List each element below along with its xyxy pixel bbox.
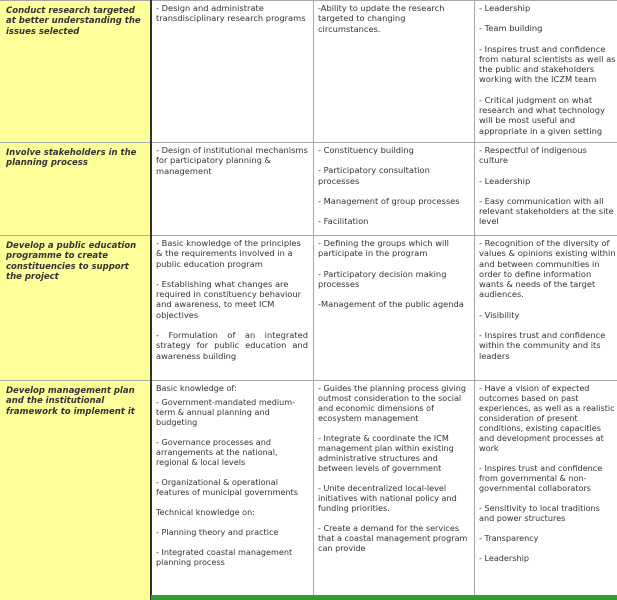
knowledge-item: - Establishing what changes are required in constituency behaviour and awareness, to meet ICM objectives bbox=[156, 278, 302, 320]
attitude-item: - Respectful of indigenous culture bbox=[479, 145, 587, 166]
skills-item: - Guides the planning process giving outmost consideration to the social and economic dimensions of ecosystem management bbox=[318, 383, 466, 423]
task-column-background bbox=[0, 0, 151, 600]
task-management-plan: Develop management plan and the institutional framework to implement it bbox=[6, 386, 135, 417]
attitude-item: - Leadership bbox=[479, 553, 529, 563]
column-divider bbox=[150, 0, 152, 600]
knowledge-cell-research bbox=[156, 0, 308, 34]
skills-cell-management-plan bbox=[318, 380, 470, 563]
attitudes-cell-management-plan bbox=[479, 380, 617, 573]
skills-item: -Ability to update the research targeted to changing circumstances. bbox=[318, 3, 445, 34]
skills-cell-public-education bbox=[318, 235, 470, 319]
skills-item: - Constituency building bbox=[318, 145, 414, 155]
attitudes-cell-public-education bbox=[479, 235, 617, 371]
knowledge-item: Technical knowledge on: bbox=[156, 507, 255, 517]
attitude-item: - Leadership bbox=[479, 3, 531, 13]
skills-item: - Create a demand for the services that a coastal management program can provide bbox=[318, 523, 468, 553]
task-research: Conduct research targeted at better understanding the issues selected bbox=[6, 6, 141, 37]
skills-item: - Participatory consultation processes bbox=[318, 165, 430, 186]
skills-item: -Management of the public agenda bbox=[318, 299, 464, 310]
attitude-item: - Transparency bbox=[479, 533, 539, 543]
skills-item: - Management of group processes bbox=[318, 195, 460, 206]
knowledge-cell-stakeholders bbox=[156, 142, 308, 186]
knowledge-item: - Design and administrate transdisciplinary research programs bbox=[156, 3, 306, 24]
skills-item: - Defining the groups which will participate in the program bbox=[318, 238, 449, 259]
knowledge-item: - Organizational & operational features of municipal governments bbox=[156, 477, 298, 497]
attitude-item: - Inspires trust and confidence within the community and its leaders bbox=[479, 330, 606, 361]
attitude-item: - Have a vision of expected outcomes based on past experiences, as well as a realistic consideration of present conditions, existing capacities and development processes at work bbox=[479, 383, 615, 453]
task-stakeholders: Involve stakeholders in the planning process bbox=[6, 148, 137, 169]
knowledge-item: - Government-mandated medium-term & annual planning and budgeting bbox=[156, 397, 296, 427]
task-public-education: Develop a public education programme to create constituencies to support the project bbox=[6, 241, 137, 282]
attitude-item: - Visibility bbox=[479, 309, 520, 320]
attitude-item: - Easy communication with all relevant stakeholders at the site level bbox=[479, 195, 614, 227]
attitude-item: - Team building bbox=[479, 23, 543, 34]
column-divider bbox=[474, 0, 475, 600]
knowledge-item: - Formulation of an integrated strategy for public education and awareness building bbox=[156, 330, 308, 361]
skills-cell-research bbox=[318, 0, 470, 44]
attitude-item: - Critical judgment on what research and what technology will be most useful and appropriate in a given setting bbox=[479, 94, 605, 136]
skills-item: - Participatory decision making processes bbox=[318, 268, 447, 289]
attitude-item: - Leadership bbox=[479, 175, 531, 186]
skills-cell-stakeholders bbox=[318, 142, 470, 236]
attitude-item: - Sensitivity to local traditions and power structures bbox=[479, 503, 600, 523]
attitudes-cell-stakeholders bbox=[479, 142, 617, 237]
attitude-item: - Inspires trust and confidence from natural scientists as well as the public and stakeholders working with the ICZM team bbox=[479, 43, 616, 85]
knowledge-item: Basic knowledge of: bbox=[156, 383, 237, 393]
knowledge-cell-public-education bbox=[156, 235, 308, 371]
knowledge-item: - Planning theory and practice bbox=[156, 527, 279, 537]
knowledge-item: - Basic knowledge of the principles & the requirements involved in a public education program bbox=[156, 238, 301, 269]
skills-item: - Integrate & coordinate the ICM management plan within existing administrative structures and between levels of government bbox=[318, 433, 454, 473]
skills-item: - Unite decentralized local-level initiatives with national policy and funding priorities. bbox=[318, 483, 457, 513]
attitudes-cell-research bbox=[479, 0, 617, 146]
knowledge-item: - Integrated coastal management planning process bbox=[156, 547, 293, 567]
attitude-item: - Inspires trust and confidence from governmental & non-governmental collaborators bbox=[479, 463, 603, 493]
bottom-bar bbox=[151, 595, 617, 600]
knowledge-cell-management-plan bbox=[156, 380, 308, 577]
knowledge-item: - Governance processes and arrangements at the national, regional & local levels bbox=[156, 437, 278, 467]
knowledge-item: - Design of institutional mechanisms for participatory planning & management bbox=[156, 145, 308, 176]
attitude-item: - Recognition of the diversity of values & opinions existing within and between communities in order to define information wants & needs of the target audiences. bbox=[479, 238, 616, 300]
column-divider bbox=[313, 0, 314, 600]
skills-item: - Facilitation bbox=[318, 216, 369, 227]
